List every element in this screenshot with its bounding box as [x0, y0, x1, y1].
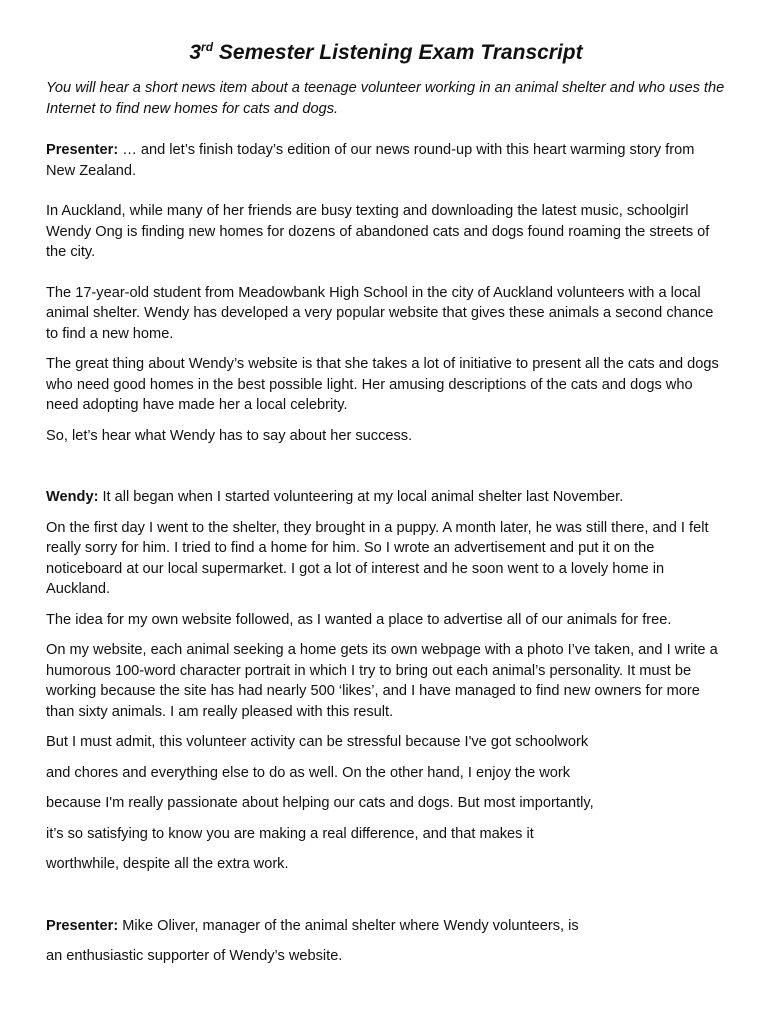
presenter-paragraph-2 [46, 916, 726, 937]
wendy-line-3: because I'm really passionate about helping our cats and dogs. But most importantly, [46, 795, 594, 811]
title-number: 3 [189, 41, 202, 64]
wendy-paragraph-idea: The idea for my own website followed, as I wanted a place to advertise all of our animals for free. [46, 611, 672, 628]
page-title [46, 38, 726, 68]
title-ordinal-suffix: rd [201, 40, 214, 54]
paragraph-student: The 17-year-old student from Meadowbank High School in the city of Auckland volunteers with a local animal shelter. Wendy has developed a very popular website that gives these animals a second chance to find a new home. [46, 284, 714, 342]
presenter-line-2: an enthusiastic supporter of Wendy’s website. [46, 948, 343, 964]
speaker-label-presenter-2: Presenter: [46, 917, 119, 934]
presenter-text-2: Mike Oliver, manager of the animal shelter where Wendy volunteers, is [118, 917, 579, 934]
presenter-text-1: … and let’s finish today’s edition of our news round-up with this heart warming story from New Zealand. [46, 142, 695, 179]
wendy-line-4: it’s so satisfying to know you are making a real difference, and that makes it [46, 825, 534, 842]
wendy-paragraph-puppy: On the first day I went to the shelter, they brought in a puppy. A month later, he was still there, and I felt really sorry for him. I tried to find a home for him. So I wrote an advertisement and put it on the noticeboard at our local supermarket. I got a lot of interest and he soon went to a lovely home in Auckland. [46, 519, 709, 597]
speaker-label-wendy: Wendy: [46, 489, 99, 505]
paragraph-website: The great thing about Wendy’s website is that she takes a lot of initiative to present all the cats and dogs who need good homes in the best possible light. Her amusing descriptions of the cats and dogs who need adopting have made her a local celebrity. [46, 356, 719, 413]
paragraph-lead-in: So, let’s hear what Wendy has to say about her success. [46, 427, 413, 444]
presenter-paragraph-1 [46, 140, 726, 181]
wendy-line-2: and chores and everything else to do as well. On the other hand, I enjoy the work [46, 764, 571, 781]
wendy-line-1: But I must admit, this volunteer activity can be stressful because I've got schoolwork [46, 734, 589, 750]
title-text: Semester Listening Exam Transcript [213, 41, 583, 64]
transcript-page [46, 38, 726, 977]
wendy-text-1: It all began when I started volunteering at my local animal shelter last November. [98, 489, 624, 505]
intro-instructions: You will hear a short news item about a teenage volunteer working in an animal shelter and who uses the Internet to find new homes for cats and dogs. [46, 80, 725, 117]
wendy-paragraph-webpage: On my website, each animal seeking a home gets its own webpage with a photo I’ve taken, and I write a humorous 100-word character portrait in which I try to bring out each animal’s personality. It must be working because the site has had nearly 500 ‘likes’, and I have managed to find new owners for more than sixty animals. I am really pleased with this result. [46, 642, 718, 720]
speaker-label-presenter: Presenter: [46, 142, 119, 158]
wendy-line-5: worthwhile, despite all the extra work. [46, 856, 289, 872]
wendy-paragraph-1 [46, 487, 726, 508]
paragraph-auckland: In Auckland, while many of her friends are busy texting and downloading the latest music, schoolgirl Wendy Ong is finding new homes for dozens of abandoned cats and dogs found roaming the streets of the city. [46, 203, 710, 260]
